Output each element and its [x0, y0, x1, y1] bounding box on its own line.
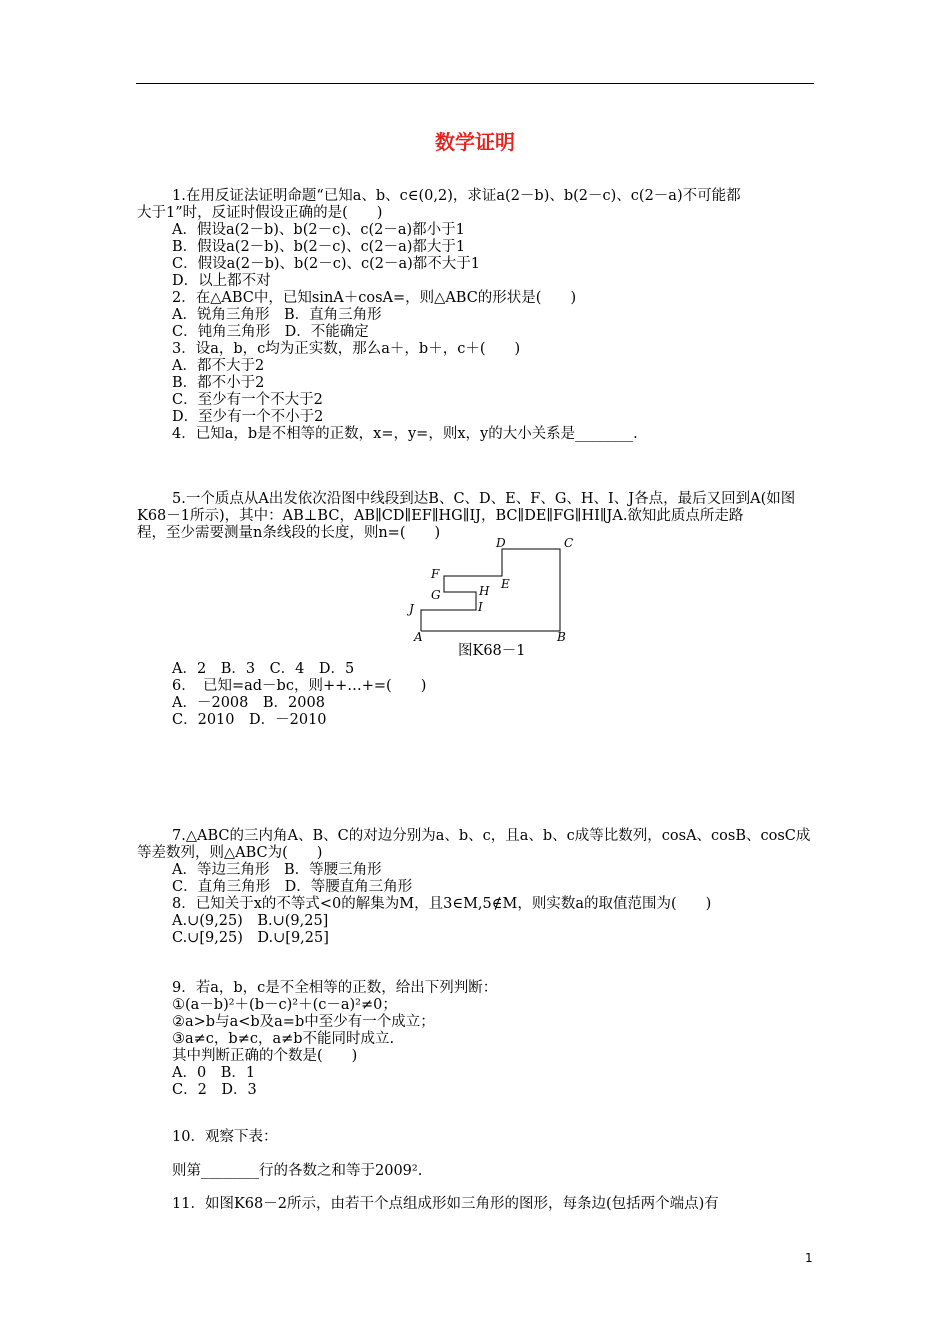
q1-line1: 1.在用反证法证明命题“已知a、b、c∈(0,2)，求证a(2－b)、b(2－c)、c(2－a)不可能都	[172, 188, 741, 204]
label-e: E	[501, 577, 510, 591]
label-b: B	[557, 630, 566, 644]
q2-stem: 2．在△ABC中，已知sinA＋cosA=，则△ABC的形状是( )	[172, 290, 577, 306]
label-g: G	[431, 588, 441, 602]
header-rule	[136, 83, 814, 84]
q10-tail: 则第________行的各数之和等于2009².	[172, 1163, 423, 1179]
label-i: I	[478, 600, 483, 614]
q9-item-1: ①(a－b)²＋(b－c)²＋(c－a)²≠0；	[172, 997, 397, 1013]
q2-options-ab: A．锐角三角形 B．直角三角形	[172, 307, 382, 323]
q8-options-ab: A.∪(9,25) B.∪(9,25]	[172, 913, 329, 929]
page-title: 数学证明	[435, 130, 515, 154]
q9-options-cd: C．2 D．3	[172, 1082, 257, 1098]
q6-stem: 6． 已知=ad－bc，则++…+=( )	[172, 678, 427, 694]
q9-stem: 9．若a，b，c是不全相等的正数，给出下列判断：	[172, 980, 498, 996]
q9-item-3: ③a≠c，b≠c，a≠b不能同时成立.	[172, 1031, 395, 1047]
q10-stem: 10．观察下表：	[172, 1129, 278, 1145]
q9-question: 其中判断正确的个数是( )	[172, 1048, 358, 1064]
q5-line3: 程，至少需要测量n条线段的长度，则n=( )	[137, 525, 441, 541]
label-d: D	[496, 536, 506, 550]
q1-line2: 大于1”时，反证时假设正确的是( )	[137, 205, 383, 221]
figure-k68-1	[400, 536, 590, 646]
q1-option-a: A．假设a(2－b)、b(2－c)、c(2－a)都小于1	[172, 222, 465, 238]
label-c: C	[564, 536, 574, 550]
q7-line1: 7.△ABC的三内角A、B、C的对边分别为a、b、c，且a、b、c成等比数列，cosA、cosB、cosC成	[172, 828, 811, 844]
page-number: 1	[805, 1251, 813, 1265]
q7-options-cd: C．直角三角形 D．等腰直角三角形	[172, 879, 413, 895]
q3-option-b: B．都不小于2	[172, 375, 265, 391]
figure-caption: 图K68－1	[458, 643, 526, 659]
q1-option-b: B．假设a(2－b)、b(2－c)、c(2－a)都大于1	[172, 239, 466, 255]
q9-item-2: ②a>b与a<b及a=b中至少有一个成立；	[172, 1014, 435, 1030]
q1-option-c: C．假设a(2－b)、b(2－c)、c(2－a)都不大于1	[172, 256, 481, 272]
label-j: J	[409, 602, 414, 616]
label-f: F	[431, 567, 440, 581]
label-a: A	[414, 630, 423, 644]
q7-options-ab: A．等边三角形 B．等腰三角形	[172, 862, 382, 878]
q1-option-d: D．以上都不对	[172, 273, 271, 289]
q4-stem: 4．已知a，b是不相等的正数，x=，y=，则x，y的大小关系是________.	[172, 426, 638, 442]
q6-options-ab: A．－2008 B．2008	[172, 695, 325, 711]
q6-options-cd: C．2010 D．－2010	[172, 712, 327, 728]
q11-stem: 11．如图K68－2所示，由若干个点组成形如三角形的图形，每条边(包括两个端点)有	[172, 1196, 719, 1212]
q3-option-d: D．至少有一个不小于2	[172, 409, 324, 425]
figure-path	[421, 549, 560, 631]
q3-stem: 3．设a，b，c均为正实数，那么a＋，b＋，c＋( )	[172, 341, 521, 357]
q7-line2: 等差数列，则△ABC为( )	[137, 845, 323, 861]
polyline-figure	[400, 536, 590, 646]
q8-stem: 8．已知关于x的不等式<0的解集为M，且3∈M,5∉M，则实数a的取值范围为( )	[172, 896, 712, 912]
q2-options-cd: C．钝角三角形 D．不能确定	[172, 324, 369, 340]
q5-options: A．2 B．3 C．4 D．5	[172, 661, 355, 677]
q3-option-a: A．都不大于2	[172, 358, 265, 374]
q8-options-cd: C.∪[9,25) D.∪[9,25]	[172, 930, 329, 946]
q9-options-ab: A．0 B．1	[172, 1065, 256, 1081]
label-h: H	[479, 584, 490, 598]
q5-line1: 5.一个质点从A出发依次沿图中线段到达B、C、D、E、F、G、H、I、J各点，最后又回到A(如图	[172, 491, 796, 507]
q5-line2: K68－1所示)，其中：AB⊥BC，AB∥CD∥EF∥HG∥IJ，BC∥DE∥FG∥HI∥JA.欲知此质点所走路	[137, 508, 744, 524]
q3-option-c: C．至少有一个不大于2	[172, 392, 323, 408]
